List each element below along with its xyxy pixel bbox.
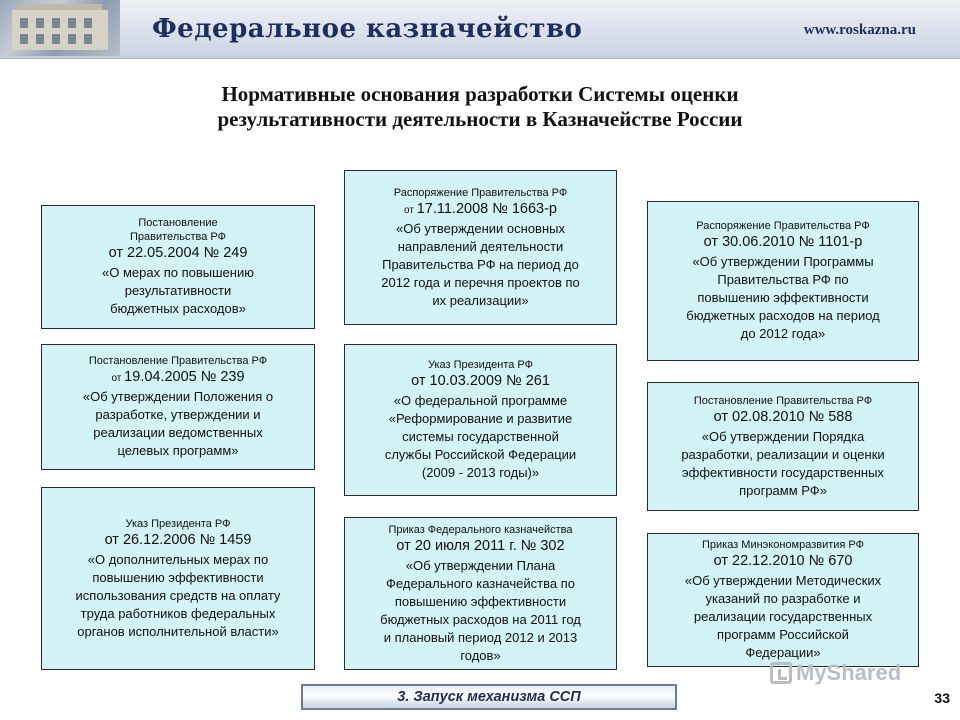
header-banner: [0, 0, 960, 59]
header-title: Федеральное казначейство: [152, 14, 583, 44]
document-description: «Об утверждении Программы Правительства РФ по повышению эффективности бюджетных расходов на период до 2012 года»: [686, 254, 880, 341]
building-photo: [0, 0, 120, 56]
page-title: [100, 82, 860, 132]
document-box: [647, 382, 919, 511]
document-box: [41, 205, 315, 329]
document-description: «О федеральной программе «Реформирование и развитие системы государственной службы Российской Федерации (2009 - 2013 годы)»: [384, 393, 577, 480]
document-number: от 10.03.2009 № 261: [411, 373, 550, 389]
document-description: «Об утверждении Плана Федерального казначейства по повышению эффективности бюджетных расходов на 2011 год и плановый период 2012 и 2013 годов»: [380, 557, 581, 663]
document-number: от 22.05.2004 № 249: [108, 245, 248, 261]
watermark-logo-icon: [770, 662, 792, 684]
document-number: от 22.12.2010 № 670: [713, 553, 853, 569]
section-button[interactable]: [301, 684, 677, 710]
watermark: [770, 660, 901, 686]
document-number: от 30.06.2010 № 1101-р: [703, 234, 863, 250]
document-box: [647, 201, 919, 361]
document-type: Указ Президента РФ: [427, 359, 533, 371]
document-box: [344, 344, 617, 496]
document-type: Постановление Правительства РФ: [88, 355, 268, 367]
document-box: [344, 517, 617, 670]
document-type: Распоряжение Правительства РФ: [696, 220, 870, 232]
header-url[interactable]: www.roskazna.ru: [803, 22, 916, 38]
document-box: [41, 344, 315, 470]
document-number: от 17.11.2008 № 1663-р: [404, 200, 557, 217]
document-description: «Об утверждении основных направлений деятельности Правительства РФ на период до 2012 года и перечня проектов по их реализации»: [381, 220, 580, 308]
document-description: «О дополнительных мерах по повышению эффективности использования средств на оплату труда работников федеральных органов исполнительной власти»: [75, 551, 281, 639]
section-label: 3. Запуск механизма ССП: [397, 689, 581, 705]
document-box: [41, 487, 315, 670]
document-type: Приказ Федерального казначейства: [388, 523, 573, 536]
document-description: «О мерах по повышению результативности бюджетных расходов»: [102, 265, 254, 316]
document-description: «Об утверждении Методических указаний по разработке и реализации государственных программ Российской Федерации»: [684, 573, 882, 660]
document-box: [344, 170, 617, 325]
document-box: [647, 533, 919, 667]
document-type: Распоряжение Правительства РФ: [393, 186, 568, 199]
document-number: от 20 июля 2011 г. № 302: [396, 537, 565, 554]
document-type: Приказ Минэкономразвития РФ: [701, 539, 865, 551]
document-type: Постановление Правительства РФ: [693, 394, 873, 407]
document-description: «Об утверждении Положения о разработке, утверждении и реализации ведомственных целевых программ»: [82, 389, 274, 458]
document-type: Указ Президента РФ: [125, 517, 231, 530]
document-number: от 02.08.2010 № 588: [713, 408, 853, 425]
document-description: «Об утверждении Порядка разработки, реализации и оценки эффективности государственных программ РФ»: [681, 428, 885, 498]
document-number: от 19.04.2005 № 239: [111, 369, 245, 385]
page-title-line-2: результативности деятельности в Казначействе России: [217, 107, 743, 131]
document-number: от 26.12.2006 № 1459: [104, 531, 252, 548]
page-number: 33: [934, 690, 950, 706]
watermark-text: MyShared: [796, 660, 902, 685]
page-title-line-1: Нормативные основания разработки Системы оценки: [221, 82, 739, 106]
document-type: Постановление Правительства РФ: [130, 217, 226, 243]
